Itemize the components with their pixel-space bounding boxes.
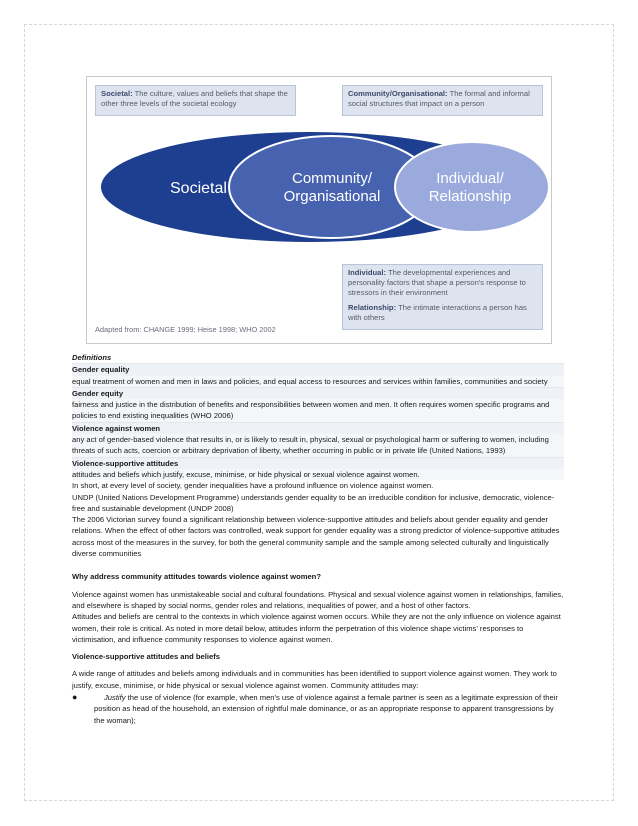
figure-caption: Adapted from: CHANGE 1999; Heise 1998; WHO 2002 <box>95 325 276 334</box>
bullet-body: the use of violence (for example, when men's use of violence against a female partner is seen as a legitimate expression of their position as head of the household, an extension of rightful male dominance, or as an appropriate response to apparent transgressions by the woman); <box>94 693 558 725</box>
ecological-model-figure <box>86 76 552 344</box>
relationship-term: Relationship: <box>348 303 397 312</box>
community-label-line1: Community/ <box>291 170 373 187</box>
individual-definition <box>348 268 537 298</box>
section-heading: Why address community attitudes towards violence against women? <box>72 572 321 582</box>
paragraph: A wide range of attitudes and beliefs among individuals and in communities has been identified to support violence against women. They work to justify, excuse, minimise, or hide physical or sexual violence against women. Community attitudes may: <box>72 669 557 690</box>
individual-relationship-box <box>342 264 543 330</box>
definition-text: fairness and justice in the distribution of benefits and responsibilities between women and men. It often requires women specific programs and policies to end existing inequalities (WHO 2006) <box>72 399 564 422</box>
definition-text: attitudes and beliefs which justify, excuse, minimise, or hide physical or sexual violence against women. <box>72 469 564 480</box>
definition-term: Gender equity <box>72 387 564 399</box>
relationship-text: The intimate interactions a person has with others <box>348 303 527 322</box>
community-text: The formal and informal social structures that impact on a person <box>348 89 530 108</box>
paragraph: Attitudes and beliefs are central to the contexts in which violence against women occurs. While they are not the only influence on violence against women, their role is critical. As noted in more detail below, attitudes inform the perpetration of this violence shape victims' responses to victimisation, and influence community responses to violence against women. <box>72 612 561 644</box>
paragraph: In short, at every level of society, gender inequalities have a profound influence on violence against women. <box>72 481 434 491</box>
definition-term: Violence-supportive attitudes <box>72 457 564 469</box>
paragraph: The 2006 Victorian survey found a significant relationship between violence-supportive attitudes and beliefs about gender equality and gender relations. When the effect of other factors was controlled, weak support for gender equality was a strong predictor of violence-supportive attitudes across most of the measures in the survey, for both the general community sample and the sample among selected culturally and linguistically diverse communities <box>72 515 560 559</box>
individual-label-line2: Relationship <box>428 188 512 205</box>
paragraph: Violence against women has unmistakeable social and cultural foundations. Physical and sexual violence against women in relationships, families, and elsewhere is shaped by social norms, gender roles and relations, inequalities of power, and a host of other factors. <box>72 589 564 610</box>
societal-text: The culture, values and beliefs that shape the other three levels of the societal ecology <box>101 89 288 108</box>
individual-ellipse <box>395 142 549 232</box>
individual-label-line1: Individual/ <box>436 170 504 187</box>
list-item <box>72 692 564 726</box>
relationship-definition <box>348 303 537 323</box>
bullet-icon: ● <box>72 692 78 703</box>
societal-label: Societal <box>170 180 227 197</box>
bullet-text <box>94 692 564 726</box>
individual-term: Individual: <box>348 268 386 277</box>
community-label-line2: Organisational <box>283 188 381 205</box>
individual-text: The developmental experiences and personality factors that shape a person's response to stressors in their environment <box>348 268 526 297</box>
definition-text: any act of gender-based violence that results in, or is likely to result in, physical, sexual or psychological harm or suffering to women, including threats of such acts, coercion or arbitrary deprivation of liberty, whether occurring in public or in private life (United Nations, 1993) <box>72 434 564 457</box>
community-term: Community/Organisational: <box>348 89 448 98</box>
paragraph: UNDP (United Nations Development Programme) understands gender equality to be an irreducible condition for inclusive, democratic, violence-free and sustainable development (UNDP 2008) <box>72 492 555 513</box>
societal-term: Societal: <box>101 89 133 98</box>
definitions-title: Definitions <box>72 353 112 362</box>
definition-term: Violence against women <box>72 422 564 434</box>
definition-text: equal treatment of women and men in laws and policies, and equal access to resources and services within families, communities and society <box>72 376 564 387</box>
subsection-heading: Violence-supportive attitudes and beliefs <box>72 652 220 662</box>
document-body <box>72 352 564 726</box>
bullet-emphasis: Justify <box>104 693 126 703</box>
definition-term: Gender equality <box>72 363 564 375</box>
